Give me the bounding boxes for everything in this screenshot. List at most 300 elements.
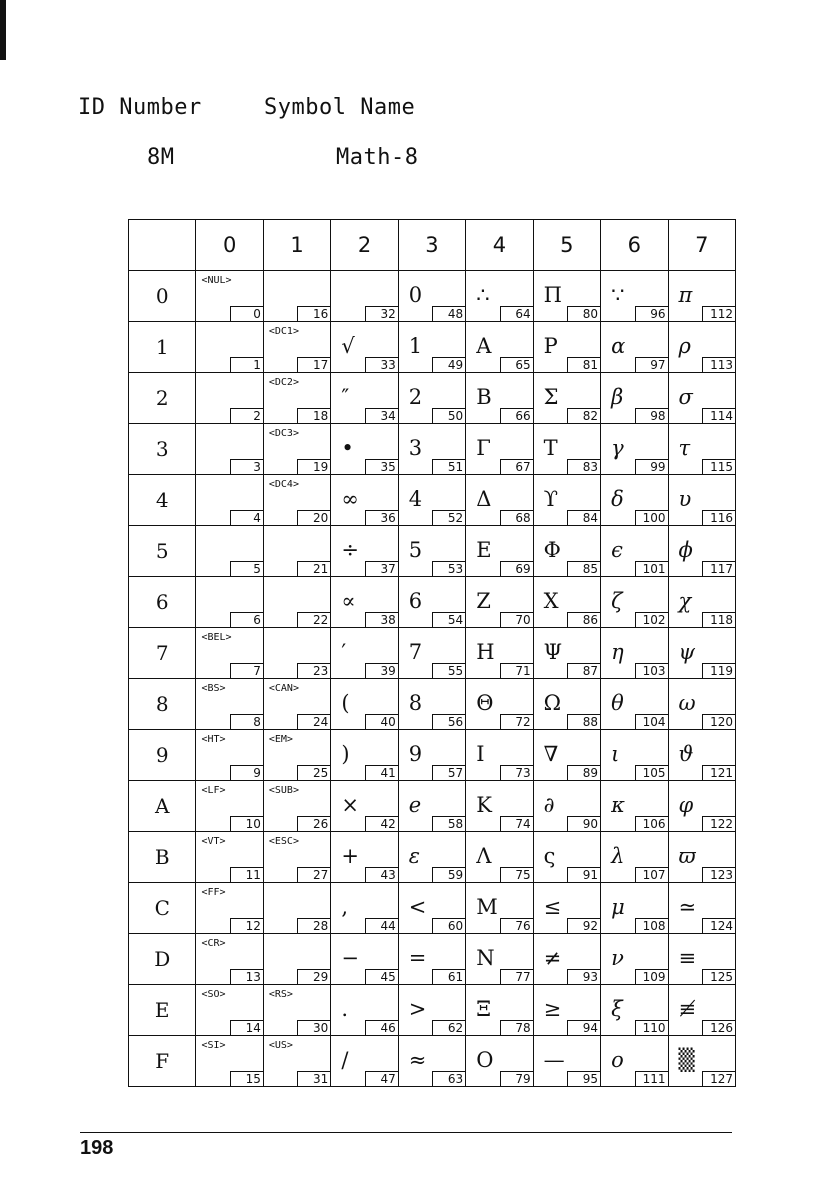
decimal-code-box: 83 xyxy=(567,459,600,474)
symbol-name-label: Symbol Name xyxy=(264,95,416,120)
table-row xyxy=(129,679,736,730)
table-row xyxy=(129,730,736,781)
decimal-code-box: 65 xyxy=(500,357,533,372)
symbol-glyph: 6 xyxy=(408,589,423,613)
symbol-cell xyxy=(263,730,330,781)
symbol-cell xyxy=(533,424,600,475)
symbol-glyph: < xyxy=(408,895,427,919)
decimal-code-box: 30 xyxy=(297,1020,330,1035)
decimal-code-box: 71 xyxy=(500,663,533,678)
symbol-cell xyxy=(263,322,330,373)
symbol-glyph: P xyxy=(543,334,558,358)
decimal-code-box: 52 xyxy=(432,510,465,525)
scan-edge-mark xyxy=(0,0,6,60)
decimal-code-box: 55 xyxy=(432,663,465,678)
symbol-cell xyxy=(601,832,668,883)
symbol-table-body xyxy=(129,271,736,1087)
table-row xyxy=(129,373,736,424)
decimal-code-box: 63 xyxy=(432,1071,465,1086)
decimal-code-box: 25 xyxy=(297,765,330,780)
page-number: 198 xyxy=(80,1137,114,1159)
symbol-cell xyxy=(533,526,600,577)
symbol-glyph: o xyxy=(611,1048,624,1072)
symbol-cell xyxy=(601,475,668,526)
row-header: 2 xyxy=(129,373,196,424)
symbol-glyph: 2 xyxy=(408,385,423,409)
symbol-cell xyxy=(398,577,465,628)
decimal-code-box: 101 xyxy=(635,561,668,576)
symbol-cell xyxy=(398,526,465,577)
symbol-cell xyxy=(533,577,600,628)
symbol-cell xyxy=(398,271,465,322)
decimal-code-box: 89 xyxy=(567,765,600,780)
decimal-code-box: 122 xyxy=(702,816,735,831)
symbol-cell xyxy=(601,679,668,730)
symbol-glyph: 4 xyxy=(408,487,423,511)
decimal-code-box: 115 xyxy=(702,459,735,474)
decimal-code-box: 108 xyxy=(635,918,668,933)
symbol-glyph: ξ xyxy=(611,997,623,1021)
table-row xyxy=(129,424,736,475)
control-code-label: <DC4> xyxy=(268,479,299,490)
symbol-glyph: ∴ xyxy=(476,283,490,307)
symbol-glyph: β xyxy=(611,385,624,409)
decimal-code-box: 1 xyxy=(230,357,263,372)
symbol-glyph: ▒ xyxy=(678,1048,695,1072)
symbol-glyph: λ xyxy=(611,844,625,868)
symbol-glyph: I xyxy=(476,742,485,766)
symbol-glyph: δ xyxy=(611,487,624,511)
symbol-cell xyxy=(398,373,465,424)
decimal-code-box: 54 xyxy=(432,612,465,627)
corner-cell xyxy=(129,220,196,271)
symbol-glyph: ς xyxy=(543,844,556,868)
decimal-code-box: 26 xyxy=(297,816,330,831)
symbol-cell xyxy=(196,475,263,526)
decimal-code-box: 124 xyxy=(702,918,735,933)
symbol-cell xyxy=(398,781,465,832)
decimal-code-box: 37 xyxy=(365,561,398,576)
decimal-code-box: 96 xyxy=(635,306,668,321)
control-code-label: <RS> xyxy=(268,989,293,1000)
symbol-cell xyxy=(398,628,465,679)
decimal-code-box: 84 xyxy=(567,510,600,525)
id-number-value: 8M xyxy=(147,145,175,170)
column-header: 7 xyxy=(668,220,736,271)
symbol-glyph: 0 xyxy=(408,283,423,307)
table-row xyxy=(129,1036,736,1087)
symbol-cell xyxy=(196,577,263,628)
decimal-code-box: 118 xyxy=(702,612,735,627)
symbol-cell xyxy=(263,781,330,832)
symbol-cell xyxy=(263,628,330,679)
symbol-cell xyxy=(196,1036,263,1087)
symbol-cell xyxy=(263,985,330,1036)
decimal-code-box: 107 xyxy=(635,867,668,882)
symbol-glyph: ) xyxy=(341,742,350,766)
row-header: 8 xyxy=(129,679,196,730)
decimal-code-box: 72 xyxy=(500,714,533,729)
decimal-code-box: 125 xyxy=(702,969,735,984)
symbol-cell xyxy=(533,322,600,373)
decimal-code-box: 127 xyxy=(702,1071,735,1086)
symbol-cell xyxy=(466,730,533,781)
decimal-code-box: 17 xyxy=(297,357,330,372)
decimal-code-box: 58 xyxy=(432,816,465,831)
symbol-glyph: υ xyxy=(678,487,692,511)
column-header: 6 xyxy=(601,220,668,271)
symbol-cell xyxy=(263,373,330,424)
symbol-glyph: σ xyxy=(678,385,693,409)
symbol-cell xyxy=(196,832,263,883)
table-row xyxy=(129,934,736,985)
symbol-glyph: ζ xyxy=(611,589,623,613)
symbol-glyph: α xyxy=(611,334,626,358)
table-row xyxy=(129,781,736,832)
symbol-cell xyxy=(331,883,398,934)
symbol-cell xyxy=(331,679,398,730)
symbol-cell xyxy=(466,475,533,526)
decimal-code-box: 66 xyxy=(500,408,533,423)
decimal-code-box: 27 xyxy=(297,867,330,882)
decimal-code-box: 49 xyxy=(432,357,465,372)
symbol-cell xyxy=(398,730,465,781)
decimal-code-box: 98 xyxy=(635,408,668,423)
symbol-glyph: ≡ xyxy=(678,946,697,970)
symbol-cell xyxy=(601,373,668,424)
row-header: 3 xyxy=(129,424,196,475)
control-code-label: <DC1> xyxy=(268,326,299,337)
decimal-code-box: 6 xyxy=(230,612,263,627)
decimal-code-box: 23 xyxy=(297,663,330,678)
symbol-glyph: + xyxy=(341,844,359,868)
symbol-cell xyxy=(601,883,668,934)
symbol-cell xyxy=(668,424,736,475)
symbol-glyph: = xyxy=(408,946,427,970)
symbol-cell xyxy=(533,373,600,424)
decimal-code-box: 46 xyxy=(365,1020,398,1035)
symbol-cell xyxy=(263,832,330,883)
symbol-cell xyxy=(668,628,736,679)
control-code-label: <LF> xyxy=(201,785,226,796)
symbol-glyph: T xyxy=(543,436,558,460)
symbol-glyph: ι xyxy=(611,742,620,766)
symbol-glyph: ∝ xyxy=(341,589,356,613)
symbol-glyph: ″ xyxy=(341,385,350,409)
decimal-code-box: 22 xyxy=(297,612,330,627)
symbol-cell xyxy=(196,985,263,1036)
decimal-code-box: 86 xyxy=(567,612,600,627)
decimal-code-box: 18 xyxy=(297,408,330,423)
symbol-cell xyxy=(331,322,398,373)
symbol-cell xyxy=(196,679,263,730)
symbol-cell xyxy=(196,883,263,934)
symbol-cell xyxy=(601,577,668,628)
decimal-code-box: 126 xyxy=(702,1020,735,1035)
symbol-glyph: 3 xyxy=(408,436,423,460)
decimal-code-box: 99 xyxy=(635,459,668,474)
control-code-label: <SO> xyxy=(201,989,226,1000)
symbol-glyph: ρ xyxy=(678,334,691,358)
symbol-glyph: 8 xyxy=(408,691,423,715)
symbol-cell xyxy=(331,985,398,1036)
row-header: D xyxy=(129,934,196,985)
symbol-cell xyxy=(466,322,533,373)
symbol-glyph: • xyxy=(341,436,354,460)
decimal-code-box: 110 xyxy=(635,1020,668,1035)
symbol-glyph: Σ xyxy=(543,385,559,409)
decimal-code-box: 94 xyxy=(567,1020,600,1035)
symbol-cell xyxy=(533,679,600,730)
decimal-code-box: 33 xyxy=(365,357,398,372)
row-header: E xyxy=(129,985,196,1036)
symbol-cell xyxy=(466,985,533,1036)
decimal-code-box: 3 xyxy=(230,459,263,474)
row-header: 0 xyxy=(129,271,196,322)
symbol-glyph: e xyxy=(408,793,422,817)
symbol-glyph: θ xyxy=(611,691,624,715)
symbol-cell xyxy=(398,1036,465,1087)
decimal-code-box: 57 xyxy=(432,765,465,780)
symbol-cell xyxy=(668,985,736,1036)
decimal-code-box: 97 xyxy=(635,357,668,372)
decimal-code-box: 77 xyxy=(500,969,533,984)
decimal-code-box: 21 xyxy=(297,561,330,576)
symbol-cell xyxy=(601,781,668,832)
symbol-glyph: A xyxy=(476,334,492,358)
symbol-glyph: ∇ xyxy=(543,742,559,766)
control-code-label: <SUB> xyxy=(268,785,299,796)
decimal-code-box: 80 xyxy=(567,306,600,321)
symbol-cell xyxy=(668,730,736,781)
symbol-cell xyxy=(668,577,736,628)
symbol-cell xyxy=(196,271,263,322)
symbol-glyph: η xyxy=(611,640,624,664)
row-header: A xyxy=(129,781,196,832)
symbol-cell xyxy=(466,526,533,577)
decimal-code-box: 78 xyxy=(500,1020,533,1035)
symbol-set-table xyxy=(128,219,736,1087)
table-row xyxy=(129,475,736,526)
symbol-glyph: ÷ xyxy=(341,538,359,562)
decimal-code-box: 116 xyxy=(702,510,735,525)
symbol-cell xyxy=(263,424,330,475)
footer-divider xyxy=(80,1132,732,1133)
symbol-cell xyxy=(466,781,533,832)
table-row xyxy=(129,577,736,628)
decimal-code-box: 117 xyxy=(702,561,735,576)
decimal-code-box: 9 xyxy=(230,765,263,780)
symbol-glyph: ≥ xyxy=(543,997,562,1021)
decimal-code-box: 103 xyxy=(635,663,668,678)
symbol-cell xyxy=(466,1036,533,1087)
column-header-row xyxy=(129,220,736,271)
symbol-glyph: 7 xyxy=(408,640,423,664)
row-header: F xyxy=(129,1036,196,1087)
symbol-cell xyxy=(668,271,736,322)
decimal-code-box: 113 xyxy=(702,357,735,372)
symbol-cell xyxy=(601,526,668,577)
row-header: 5 xyxy=(129,526,196,577)
decimal-code-box: 92 xyxy=(567,918,600,933)
decimal-code-box: 100 xyxy=(635,510,668,525)
decimal-code-box: 32 xyxy=(365,306,398,321)
decimal-code-box: 5 xyxy=(230,561,263,576)
symbol-glyph: Π xyxy=(543,283,562,307)
decimal-code-box: 50 xyxy=(432,408,465,423)
control-code-label: <HT> xyxy=(201,734,226,745)
symbol-glyph: Ξ xyxy=(476,997,491,1021)
decimal-code-box: 12 xyxy=(230,918,263,933)
table-row xyxy=(129,322,736,373)
decimal-code-box: 19 xyxy=(297,459,330,474)
symbol-cell xyxy=(466,271,533,322)
symbol-cell xyxy=(331,577,398,628)
symbol-cell xyxy=(196,526,263,577)
symbol-glyph: ≤ xyxy=(543,895,562,919)
symbol-cell xyxy=(398,985,465,1036)
symbol-cell xyxy=(331,475,398,526)
control-code-label: <DC2> xyxy=(268,377,299,388)
symbol-cell xyxy=(668,781,736,832)
symbol-cell xyxy=(398,934,465,985)
decimal-code-box: 40 xyxy=(365,714,398,729)
decimal-code-box: 10 xyxy=(230,816,263,831)
symbol-cell xyxy=(196,322,263,373)
decimal-code-box: 109 xyxy=(635,969,668,984)
symbol-cell xyxy=(196,781,263,832)
symbol-cell xyxy=(196,628,263,679)
symbol-glyph: κ xyxy=(611,793,625,817)
decimal-code-box: 90 xyxy=(567,816,600,831)
symbol-cell xyxy=(466,577,533,628)
decimal-code-box: 93 xyxy=(567,969,600,984)
decimal-code-box: 42 xyxy=(365,816,398,831)
symbol-cell xyxy=(331,628,398,679)
table-row xyxy=(129,985,736,1036)
symbol-glyph: 5 xyxy=(408,538,423,562)
symbol-cell xyxy=(668,1036,736,1087)
decimal-code-box: 121 xyxy=(702,765,735,780)
decimal-code-box: 45 xyxy=(365,969,398,984)
decimal-code-box: 62 xyxy=(432,1020,465,1035)
decimal-code-box: 120 xyxy=(702,714,735,729)
symbol-glyph: φ xyxy=(678,793,694,817)
symbol-glyph: > xyxy=(408,997,427,1021)
decimal-code-box: 61 xyxy=(432,969,465,984)
decimal-code-box: 20 xyxy=(297,510,330,525)
decimal-code-box: 95 xyxy=(567,1071,600,1086)
symbol-cell xyxy=(601,985,668,1036)
symbol-cell xyxy=(668,883,736,934)
symbol-cell xyxy=(331,526,398,577)
symbol-cell xyxy=(331,832,398,883)
symbol-glyph: ∂ xyxy=(543,793,555,817)
decimal-code-box: 64 xyxy=(500,306,533,321)
symbol-cell xyxy=(533,1036,600,1087)
symbol-cell xyxy=(263,679,330,730)
decimal-code-box: 67 xyxy=(500,459,533,474)
symbol-glyph: Z xyxy=(476,589,491,613)
symbol-cell xyxy=(533,628,600,679)
symbol-glyph: ε xyxy=(408,844,421,868)
table-row xyxy=(129,526,736,577)
symbol-cell xyxy=(196,424,263,475)
symbol-cell xyxy=(331,730,398,781)
control-code-label: <DC3> xyxy=(268,428,299,439)
control-code-label: <FF> xyxy=(201,887,226,898)
decimal-code-box: 91 xyxy=(567,867,600,882)
symbol-cell xyxy=(331,424,398,475)
decimal-code-box: 111 xyxy=(635,1071,668,1086)
control-code-label: <EM> xyxy=(268,734,293,745)
decimal-code-box: 79 xyxy=(500,1071,533,1086)
decimal-code-box: 13 xyxy=(230,969,263,984)
symbol-cell xyxy=(331,373,398,424)
decimal-code-box: 104 xyxy=(635,714,668,729)
decimal-code-box: 28 xyxy=(297,918,330,933)
decimal-code-box: 43 xyxy=(365,867,398,882)
decimal-code-box: 60 xyxy=(432,918,465,933)
symbol-glyph: χ xyxy=(678,589,692,613)
decimal-code-box: 0 xyxy=(230,306,263,321)
symbol-glyph: 1 xyxy=(408,334,423,358)
decimal-code-box: 70 xyxy=(500,612,533,627)
symbol-cell xyxy=(466,832,533,883)
symbol-cell xyxy=(466,628,533,679)
symbol-glyph: √ xyxy=(341,334,355,358)
control-code-label: <BEL> xyxy=(201,632,232,643)
symbol-cell xyxy=(533,985,600,1036)
symbol-glyph: Λ xyxy=(476,844,492,868)
symbol-cell xyxy=(533,475,600,526)
decimal-code-box: 38 xyxy=(365,612,398,627)
symbol-cell xyxy=(398,424,465,475)
symbol-glyph: X xyxy=(543,589,559,613)
symbol-cell xyxy=(668,934,736,985)
decimal-code-box: 31 xyxy=(297,1071,330,1086)
symbol-glyph: ν xyxy=(611,946,624,970)
symbol-glyph: ′ xyxy=(341,640,347,664)
symbol-glyph: ∵ xyxy=(611,283,625,307)
symbol-glyph: − xyxy=(341,946,359,970)
row-header: 9 xyxy=(129,730,196,781)
symbol-glyph: Θ xyxy=(476,691,494,715)
symbol-glyph: ϒ xyxy=(543,487,559,511)
decimal-code-box: 102 xyxy=(635,612,668,627)
symbol-glyph: ≈ xyxy=(408,1048,427,1072)
table-row xyxy=(129,883,736,934)
symbol-glyph: ≃ xyxy=(678,895,697,919)
symbol-glyph: π xyxy=(678,283,693,307)
decimal-code-box: 112 xyxy=(702,306,735,321)
row-header: 7 xyxy=(129,628,196,679)
symbol-cell xyxy=(466,883,533,934)
symbol-cell xyxy=(398,475,465,526)
symbol-cell xyxy=(398,883,465,934)
decimal-code-box: 2 xyxy=(230,408,263,423)
row-header: C xyxy=(129,883,196,934)
control-code-label: <US> xyxy=(268,1040,293,1051)
table-row xyxy=(129,271,736,322)
symbol-glyph: ϑ xyxy=(678,742,694,766)
decimal-code-box: 53 xyxy=(432,561,465,576)
symbol-glyph: ϕ xyxy=(678,538,693,562)
symbol-glyph: Φ xyxy=(543,538,561,562)
decimal-code-box: 4 xyxy=(230,510,263,525)
symbol-cell xyxy=(668,322,736,373)
decimal-code-box: 47 xyxy=(365,1071,398,1086)
